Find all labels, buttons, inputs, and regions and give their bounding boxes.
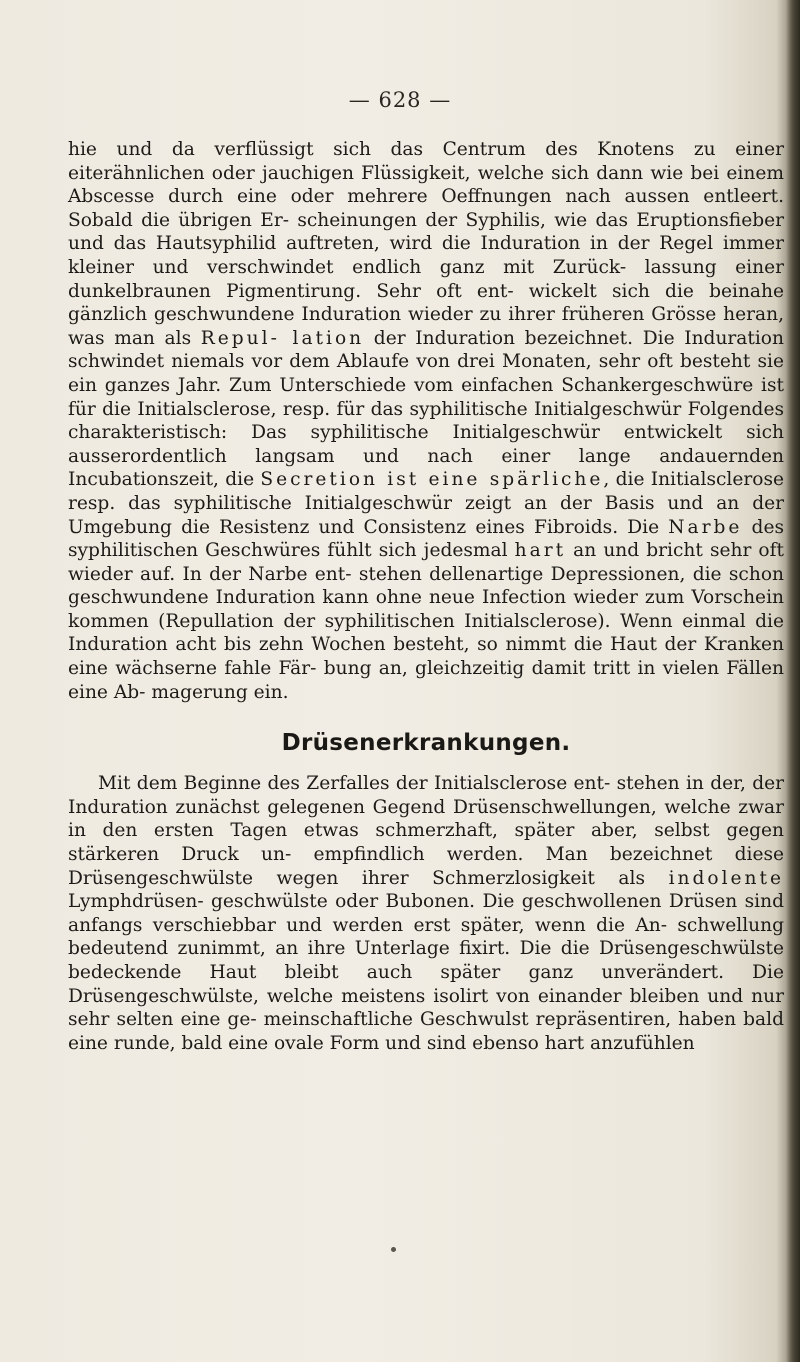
text-run: , die Initialsclerose resp. das syphilitische Initialgeschwür zeigt an der Basis und an der Umgebung die Resistenz und Consistenz eines Fibroids. Die [68,469,784,538]
emphasis-hart: hart [514,540,567,562]
text-run: der Induration bezeichnet. Die Induration schwindet niemals vor dem Ablaufe von drei Monaten, sehr oft besteht sie ein ganzes Jahr. Zum Unterschiede vom einfachen Schankergeschwüre ist für die Initialsclerose, resp. für das syphilitische Initialgeschwür Folgendes charakteristisch: Das syphilitische Initialgeschwür entwickelt sich ausserordentlich langsam und nach einer lange andauernden Incubationszeit, die [68,327,784,491]
text-run: Lymphdrüsen- geschwülste oder Bubonen. Die geschwollenen Drüsen sind anfangs verschiebbar und werden erst später, wenn die An- schwellung bedeutend zunimmt, an ihre Unterlage fixirt. Die die Drüsengeschwülste bedeckende Haut bleibt auch später ganz unverändert. Die Drüsengeschwülste, welche meistens isolirt von einander bleiben und nur sehr selten eine ge- meinschaftliche Geschwulst repräsentiren, haben bald eine runde, bald eine ovale Form und sind ebenso hart anzufühlen [68,891,784,1054]
print-speck [391,1247,396,1252]
text-run: des syphilitischen Geschwüres fühlt sich jedesmal [68,516,784,562]
page-edge-shadow [786,0,800,1362]
page-number: — 628 — [348,88,452,112]
text-run: Mit dem Beginne des Zerfalles der Initialsclerose ent- stehen in der, der Induration zunächst gelegenen Gegend Drüsenschwellungen, welche zwar in den ersten Tagen etwas schmerzhaft, später aber, selbst gegen stärkeren Druck un- empfindlich werden. Man bezeichnet diese Drüsengeschwülste wegen ihrer Schmerzlosigkeit als [68,773,784,889]
text-column [68,138,784,1055]
emphasis-indolente: indolente [668,867,784,889]
paragraph-druesen [68,772,784,1055]
emphasis-secretion: Secretion ist eine spärliche [260,469,604,491]
emphasis-narbe: Narbe [668,516,743,538]
text-run: an und bricht sehr oft wieder auf. In der Narbe ent- stehen dellenartige Depressionen, die schon geschwundene Induration kann ohne neue Infection wieder zum Vorschein kommen (Repullation der syphilitischen Initialsclerose). Wenn einmal die Induration acht bis zehn Wochen besteht, so nimmt die Haut der Kranken eine wächserne fahle Fär- bung an, gleichzeitig damit tritt in vielen Fällen eine Ab- magerung ein. [68,540,784,703]
text-run: hie und da verflüssigt sich das Centrum des Knotens zu einer eiterähnlichen oder jauchigen Flüssigkeit, welche sich dann wie bei einem Abscesse durch eine oder mehrere Oeffnungen nach aussen entleert. Sobald die übrigen Er- scheinungen der Syphilis, wie das Eruptionsfieber und das Hautsyphilid auftreten, wird die Induration in der Regel immer kleiner und verschwindet endlich ganz mit Zurück- lassung einer dunkelbraunen Pigmentirung. Sehr oft ent- wickelt sich die beinahe gänzlich geschwundene Induration wieder zu ihrer früheren Grösse heran, was man als [68,139,784,349]
section-heading: Drüsenerkrankungen. [281,730,571,757]
paragraph-induration [68,138,784,704]
emphasis-repullation: Repul- lation [200,327,365,349]
